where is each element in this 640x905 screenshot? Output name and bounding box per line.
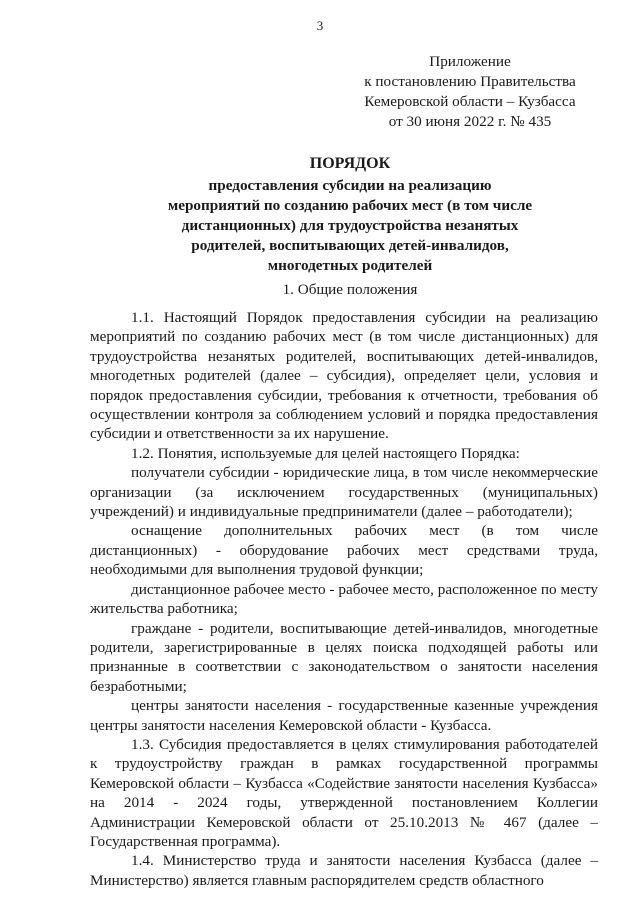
paragraph: 1.2. Понятия, используемые для целей настоящего Порядка:: [131, 444, 520, 462]
paragraph: получатели субсидии - юридические лица, в том числе некоммерческие организации (за исключением государственных (муниципальных) учреждений) и индивидуальные предприниматели (далее – работодатели);: [90, 464, 598, 521]
paragraph: центры занятости населения - государственные казенные учреждения центры занятости населения Кемеровской области - Кузбасса.: [90, 697, 598, 734]
appendix-block: [330, 52, 610, 132]
document-title: ПОРЯДОК: [309, 155, 391, 172]
subtitle-line: предоставления субсидии на реализацию: [208, 177, 492, 194]
appendix-line: к постановлению Правительства: [364, 73, 576, 90]
title-block: [60, 154, 640, 276]
paragraph: 1.3. Субсидия предоставляется в целях стимулирования работодателей к трудоустройству граждан в рамках государственной программы Кемеровской области – Кузбасса «Содействие занятости населения Кузбасса» на 2014 - 2024 годы, утвержденной постановлением Коллегии Администрации Кемеровской области от 25.10.2013 № 467 (далее – Государственная программа).: [90, 735, 598, 850]
subtitle-line: родителей, воспитывающих детей-инвалидов,: [191, 237, 509, 254]
paragraph: дистанционное рабочее место - рабочее место, расположенное по месту жительства работника;: [90, 580, 598, 618]
subtitle-line: многодетных родителей: [267, 257, 433, 274]
appendix-line: Приложение: [429, 53, 511, 70]
appendix-line: Кемеровской области – Кузбасса: [364, 93, 576, 110]
subtitle-line: дистанционных) для трудоустройства незанятых: [181, 217, 519, 234]
paragraph: 1.4. Министерство труда и занятости населения Кузбасса (далее – Министерство) является главным распорядителем средств областного: [90, 852, 598, 889]
appendix-line: от 30 июня 2022 г. № 435: [388, 113, 552, 130]
paragraph: оснащение дополнительных рабочих мест (в том числе дистанционных) - оборудование рабочих мест средствами труда, необходимыми для выполнения трудовой функции;: [90, 522, 598, 579]
paragraph: 1.1. Настоящий Порядок предоставления субсидии на реализацию мероприятий по созданию рабочих мест (в том числе дистанционных) для трудоустройства незанятых родителей, воспитывающих детей-инвалидов, многодетных родителей (далее – субсидия), определяет цели, условия и порядок предоставления субсидии, требования к отчетности, требования об осуществлении контроля за соблюдением условий и порядка предоставления субсидии и ответственности за их нарушение.: [90, 309, 598, 443]
page-number: 3: [316, 18, 324, 33]
document-body: [90, 308, 598, 890]
subtitle-line: мероприятий по созданию рабочих мест (в том числе: [167, 197, 533, 214]
paragraph: граждане - родители, воспитывающие детей-инвалидов, многодетные родители, зарегистрированные в целях поиска подходящей работы или признанные в соответствии с законодательством о занятости населения безработными;: [90, 619, 598, 695]
section-heading: 1. Общие положения: [282, 281, 418, 298]
document-subtitle: [60, 176, 640, 276]
